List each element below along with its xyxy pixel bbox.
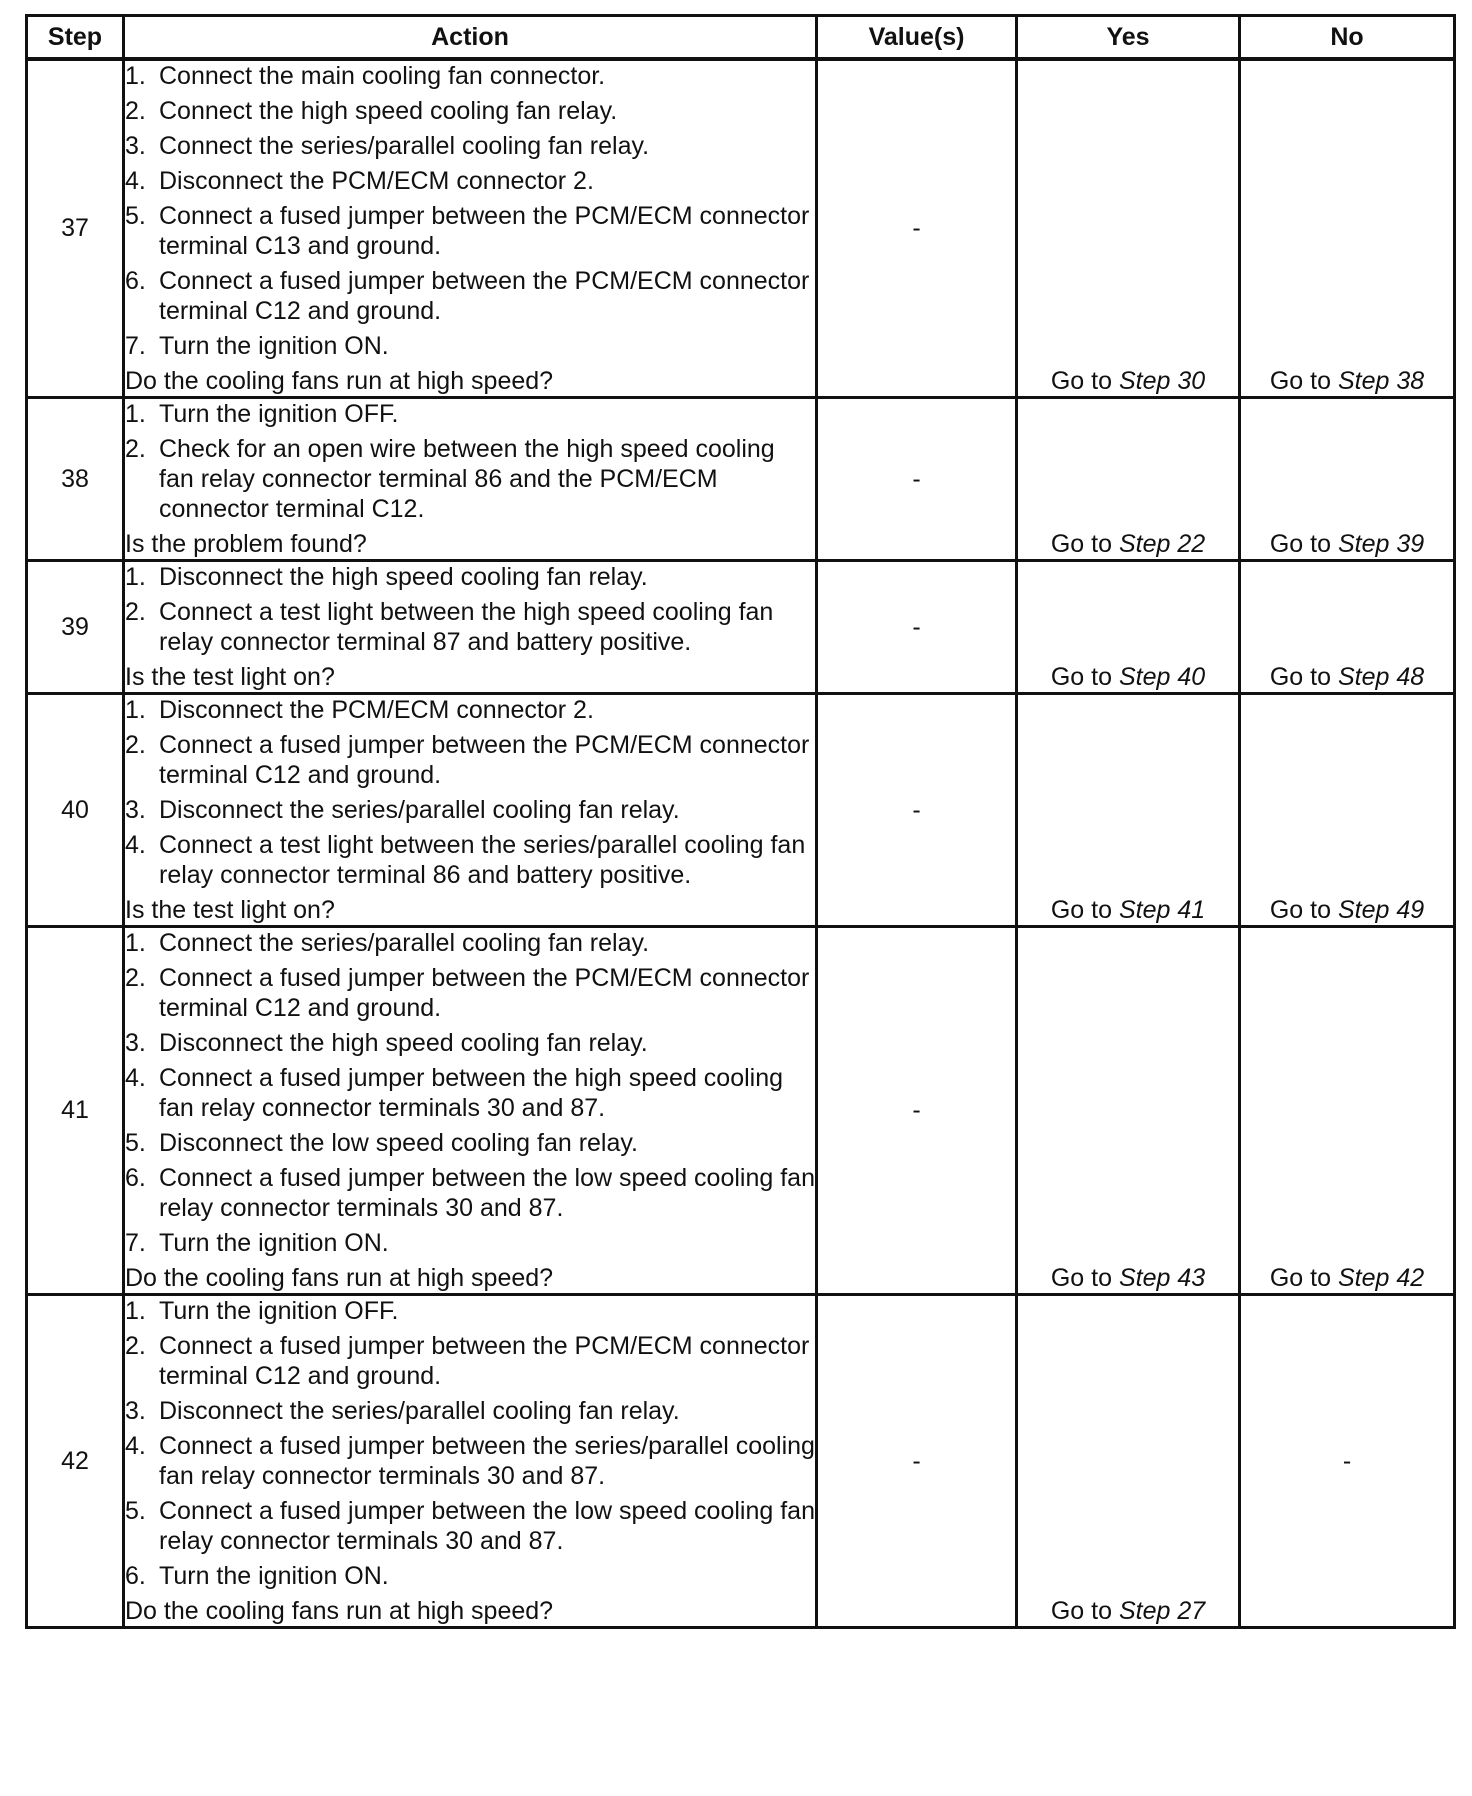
go-to-prefix: Go to	[1050, 1264, 1112, 1292]
table-row	[27, 398, 1455, 561]
header-step: Step	[27, 16, 124, 60]
action-item-number: 2.	[125, 435, 146, 463]
step-number: 42	[27, 1295, 124, 1628]
action-item	[125, 730, 815, 790]
action-item	[125, 795, 815, 825]
action-item-text: Connect a fused jumper between the PCM/ECM connector terminal C12 and ground.	[159, 1332, 810, 1390]
go-to-prefix: Go to	[1269, 367, 1331, 395]
yes-cell	[1017, 59, 1240, 398]
yes-cell	[1017, 398, 1240, 561]
action-item-text: Disconnect the series/parallel cooling fan relay.	[159, 1397, 680, 1425]
target-step: Step 49	[1337, 896, 1425, 924]
action-question: Is the problem found?	[125, 530, 367, 558]
value-cell: -	[817, 927, 1017, 1295]
value-cell: -	[817, 398, 1017, 561]
action-item	[125, 1228, 815, 1258]
action-item-number: 6.	[125, 1164, 146, 1192]
yes-cell	[1017, 694, 1240, 927]
no-cell	[1240, 59, 1455, 398]
action-item-text: Connect a fused jumper between the PCM/ECM connector terminal C12 and ground.	[159, 267, 810, 325]
target-step: Step 40	[1118, 663, 1206, 691]
action-item-number: 6.	[125, 1562, 146, 1590]
action-cell	[124, 1295, 817, 1628]
action-item	[125, 61, 815, 91]
step-number: 41	[27, 927, 124, 1295]
action-item	[125, 597, 815, 657]
action-item-text: Disconnect the high speed cooling fan relay.	[159, 563, 648, 591]
action-cell	[124, 398, 817, 561]
action-item-number: 5.	[125, 202, 146, 230]
action-item	[125, 1063, 815, 1123]
action-item-number: 4.	[125, 831, 146, 859]
value-cell: -	[817, 1295, 1017, 1628]
go-to-step-link	[1051, 1597, 1205, 1625]
table-row	[27, 1295, 1455, 1628]
yes-cell	[1017, 561, 1240, 694]
action-item	[125, 166, 815, 196]
go-to-prefix: Go to	[1050, 896, 1112, 924]
action-item-text: Turn the ignition OFF.	[159, 1297, 399, 1325]
action-item-text: Disconnect the low speed cooling fan relay.	[159, 1129, 638, 1157]
action-item-text: Connect a fused jumper between the PCM/ECM connector terminal C13 and ground.	[159, 202, 810, 260]
target-step: Step 38	[1337, 367, 1425, 395]
diagnostic-table	[25, 14, 1456, 1629]
target-step: Step 42	[1337, 1264, 1425, 1292]
action-item-number: 2.	[125, 598, 146, 626]
action-item-number: 6.	[125, 267, 146, 295]
action-cell	[124, 59, 817, 398]
header-action: Action	[124, 16, 817, 60]
target-step: Step 39	[1337, 530, 1425, 558]
action-item-text: Disconnect the high speed cooling fan relay.	[159, 1029, 648, 1057]
action-question: Do the cooling fans run at high speed?	[125, 367, 554, 395]
action-item-text: Connect the main cooling fan connector.	[159, 62, 606, 90]
action-item	[125, 830, 815, 890]
table-row	[27, 694, 1455, 927]
action-item-number: 4.	[125, 167, 146, 195]
step-number: 37	[27, 59, 124, 398]
step-number: 38	[27, 398, 124, 561]
action-item	[125, 1128, 815, 1158]
action-item-number: 3.	[125, 1397, 146, 1425]
action-item	[125, 1331, 815, 1391]
go-to-step-link	[1270, 1264, 1424, 1292]
action-question: Is the test light on?	[125, 896, 335, 924]
action-item-number: 1.	[125, 929, 146, 957]
action-item	[125, 928, 815, 958]
action-item	[125, 963, 815, 1023]
action-item-text: Turn the ignition ON.	[159, 1229, 389, 1257]
action-item-number: 2.	[125, 731, 146, 759]
value-cell: -	[817, 561, 1017, 694]
table-row	[27, 561, 1455, 694]
go-to-step-link	[1270, 530, 1424, 558]
action-item-number: 1.	[125, 696, 146, 724]
action-item	[125, 399, 815, 429]
action-item-text: Turn the ignition ON.	[159, 1562, 389, 1590]
action-item	[125, 1496, 815, 1556]
action-cell	[124, 927, 817, 1295]
go-to-prefix: Go to	[1050, 367, 1112, 395]
action-item	[125, 331, 815, 361]
action-item-number: 5.	[125, 1497, 146, 1525]
action-item-text: Turn the ignition OFF.	[159, 400, 399, 428]
action-item-text: Disconnect the series/parallel cooling fan relay.	[159, 796, 680, 824]
action-item-text: Connect a fused jumper between the high speed cooling fan relay connector terminals 30 and 87.	[159, 1064, 784, 1122]
yes-cell	[1017, 927, 1240, 1295]
no-cell	[1240, 1295, 1455, 1628]
table-header-row	[27, 16, 1455, 60]
value-cell: -	[817, 694, 1017, 927]
action-item	[125, 562, 815, 592]
action-item-text: Disconnect the PCM/ECM connector 2.	[159, 167, 594, 195]
action-item-number: 4.	[125, 1432, 146, 1460]
go-to-step-link	[1270, 896, 1424, 924]
no-cell	[1240, 927, 1455, 1295]
step-number: 39	[27, 561, 124, 694]
go-to-prefix: Go to	[1269, 530, 1331, 558]
go-to-step-link	[1051, 896, 1205, 924]
action-question: Do the cooling fans run at high speed?	[125, 1597, 554, 1625]
action-item	[125, 266, 815, 326]
no-cell	[1240, 561, 1455, 694]
action-item	[125, 1431, 815, 1491]
header-values: Value(s)	[817, 16, 1017, 60]
action-cell	[124, 694, 817, 927]
action-item	[125, 1296, 815, 1326]
action-item	[125, 434, 815, 524]
action-item-text: Connect a test light between the series/parallel cooling fan relay connector terminal 86 and battery positive.	[159, 831, 806, 889]
action-item-number: 2.	[125, 964, 146, 992]
go-to-step-link	[1051, 663, 1205, 691]
action-item	[125, 131, 815, 161]
no-cell	[1240, 398, 1455, 561]
action-item-number: 5.	[125, 1129, 146, 1157]
table-row	[27, 59, 1455, 398]
value-cell: -	[817, 59, 1017, 398]
go-to-prefix: Go to	[1050, 1597, 1112, 1625]
target-step: Step 43	[1118, 1264, 1206, 1292]
go-to-prefix: Go to	[1269, 1264, 1331, 1292]
go-to-step-link	[1051, 367, 1205, 395]
go-to-prefix: Go to	[1269, 896, 1331, 924]
action-item-number: 1.	[125, 400, 146, 428]
go-to-prefix: Go to	[1050, 663, 1112, 691]
action-question: Is the test light on?	[125, 663, 335, 691]
target-step: Step 48	[1337, 663, 1425, 691]
action-item	[125, 96, 815, 126]
action-item-text: Connect a fused jumper between the PCM/ECM connector terminal C12 and ground.	[159, 731, 810, 789]
step-number: 40	[27, 694, 124, 927]
action-item-number: 3.	[125, 796, 146, 824]
action-item	[125, 1028, 815, 1058]
target-step: Step 41	[1118, 896, 1206, 924]
action-item-text: Check for an open wire between the high speed cooling fan relay connector terminal 86 and the PCM/ECM connector terminal C12.	[159, 435, 775, 523]
action-item	[125, 1561, 815, 1591]
action-item-text: Connect the series/parallel cooling fan relay.	[159, 132, 650, 160]
table-row	[27, 927, 1455, 1295]
action-item	[125, 1163, 815, 1223]
header-yes: Yes	[1017, 16, 1240, 60]
action-item	[125, 1396, 815, 1426]
action-item-number: 1.	[125, 1297, 146, 1325]
action-item	[125, 695, 815, 725]
action-item-text: Connect a fused jumper between the low speed cooling fan relay connector terminals 30 and 87.	[159, 1164, 815, 1222]
yes-cell	[1017, 1295, 1240, 1628]
action-cell	[124, 561, 817, 694]
action-item-number: 7.	[125, 332, 146, 360]
action-item	[125, 201, 815, 261]
action-item-number: 1.	[125, 563, 146, 591]
go-to-step-link	[1051, 530, 1205, 558]
target-step: Step 30	[1118, 367, 1206, 395]
header-no: No	[1240, 16, 1455, 60]
action-item-number: 1.	[125, 62, 146, 90]
action-item-number: 3.	[125, 1029, 146, 1057]
go-to-prefix: Go to	[1050, 530, 1112, 558]
empty-result: -	[1342, 1446, 1352, 1475]
action-item-text: Disconnect the PCM/ECM connector 2.	[159, 696, 594, 724]
action-item-number: 7.	[125, 1229, 146, 1257]
action-item-number: 4.	[125, 1064, 146, 1092]
action-item-text: Connect a fused jumper between the low speed cooling fan relay connector terminals 30 and 87.	[159, 1497, 815, 1555]
action-item-number: 2.	[125, 1332, 146, 1360]
action-item-text: Connect a test light between the high speed cooling fan relay connector terminal 87 and battery positive.	[159, 598, 774, 656]
go-to-step-link	[1270, 663, 1424, 691]
target-step: Step 27	[1118, 1597, 1206, 1625]
action-question: Do the cooling fans run at high speed?	[125, 1264, 554, 1292]
action-item-text: Connect a fused jumper between the PCM/ECM connector terminal C12 and ground.	[159, 964, 810, 1022]
action-item-text: Turn the ignition ON.	[159, 332, 389, 360]
target-step: Step 22	[1118, 530, 1206, 558]
go-to-step-link	[1270, 367, 1424, 395]
no-cell	[1240, 694, 1455, 927]
go-to-step-link	[1051, 1264, 1205, 1292]
action-item-text: Connect a fused jumper between the series/parallel cooling fan relay connector terminals 30 and 87.	[159, 1432, 815, 1490]
go-to-prefix: Go to	[1269, 663, 1331, 691]
action-item-text: Connect the series/parallel cooling fan relay.	[159, 929, 650, 957]
action-item-text: Connect the high speed cooling fan relay.	[159, 97, 618, 125]
action-item-number: 2.	[125, 97, 146, 125]
action-item-number: 3.	[125, 132, 146, 160]
